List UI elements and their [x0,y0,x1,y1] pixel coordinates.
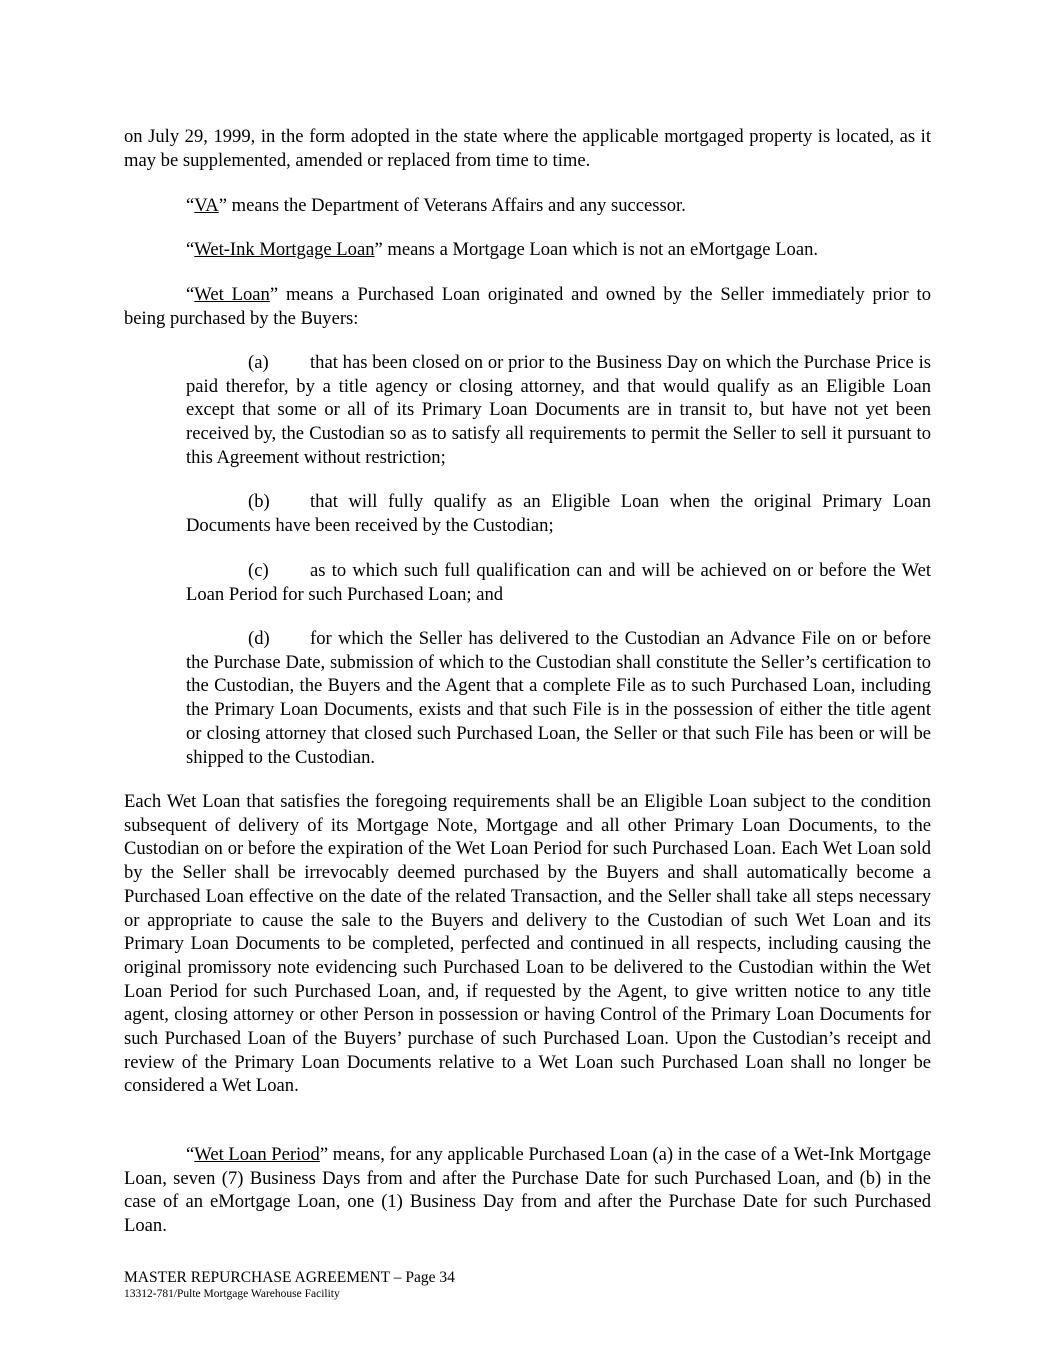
defined-term: Wet Loan [194,284,270,305]
clause-text: that will fully qualify as an Eligible Loan when the original Primary Loan Documents have been received by the Custodian; [186,491,931,536]
definition-text: ” means a Mortgage Loan which is not an eMortgage Loan. [374,239,819,260]
clause-label: (a) [248,352,269,373]
defined-term: Wet Loan Period [194,1144,320,1165]
definition-text: ” means the Department of Veterans Affairs and any successor. [218,195,686,216]
definition-wet-loan-period [124,1143,931,1238]
clause-text: for which the Seller has delivered to the Custodian an Advance File on or before the Purchase Date, submission of which to the Custodian shall constitute the Seller’s certification to the Custodian, the Buyers and the Agent that a complete File as to such Purchased Loan, including the Primary Loan Documents, exists and that such File is in the possession of either the title agent or closing attorney that closed such Purchased Loan, the Seller or that such File has been or will be shipped to the Custodian. [186,628,931,768]
open-quote: “ [186,284,195,305]
clause-c [186,559,931,606]
definition-va [124,194,931,218]
continuation-paragraph: on July 29, 1999, in the form adopted in the state where the applicable mortgaged property is located, as it may be supplemented, amended or replaced from time to time. [124,126,931,171]
each-wet-loan-paragraph: Each Wet Loan that satisfies the foregoing requirements shall be an Eligible Loan subject to the condition subsequent of delivery of its Mortgage Note, Mortgage and all other Primary Loan Documents, to the Custodian on or before the expiration of the Wet Loan Period for such Purchased Loan. Each Wet Loan sold by the Seller shall be irrevocably deemed purchased by the Buyers and shall automatically become a Purchased Loan effective on the date of the related Transaction, and the Seller shall take all steps necessary or appropriate to cause the sale to the Buyers and delivery to the Custodian of such Wet Loan and its Primary Loan Documents to be completed, perfected and continued in all respects, including causing the original promissory note evidencing such Purchased Loan to be delivered to the Custodian within the Wet Loan Period for such Purchased Loan, and, if requested by the Agent, to give written notice to any title agent, closing attorney or other Person in possession or having Control of the Primary Loan Documents for such Purchased Loan of the Buyers’ purchase of such Purchased Loan. Upon the Custodian’s receipt and review of the Primary Loan Documents relative to a Wet Loan such Purchased Loan shall no longer be considered a Wet Loan. [124,791,931,1097]
clause-label: (c) [248,560,269,581]
definition-wet-ink-mortgage-loan [124,238,931,262]
clause-a [186,351,931,470]
clause-label: (b) [248,491,270,512]
clause-b [186,490,931,537]
clause-text: as to which such full qualification can and will be achieved on or before the Wet Loan Period for such Purchased Loan; and [186,560,931,605]
open-quote: “ [186,1144,195,1165]
clause-label: (d) [248,628,270,649]
definition-wet-loan [124,283,931,330]
clause-d [186,627,931,769]
footer-title: MASTER REPURCHASE AGREEMENT – Page 34 [124,1269,455,1286]
defined-term: VA [194,195,219,216]
clause-text: that has been closed on or prior to the Business Day on which the Purchase Price is paid therefor, by a title agency or closing attorney, and that would qualify as an Eligible Loan except that some or all of its Primary Loan Documents are in transit to, but have not yet been received by, the Custodian so as to satisfy all requirements to permit the Seller to sell it pursuant to this Agreement without restriction; [186,352,931,468]
defined-term: Wet-Ink Mortgage Loan [194,239,375,260]
open-quote: “ [186,195,195,216]
page-footer [124,1269,455,1301]
definition-text: ” means a Purchased Loan originated and owned by the Seller immediately prior to being purchased by the Buyers: [124,284,931,329]
definition-text: ” means, for any applicable Purchased Loan (a) in the case of a Wet-Ink Mortgage Loan, seven (7) Business Days from and after the Purchase Date for such Purchased Loan, and (b) in the case of an eMortgage Loan, one (1) Business Day from and after the Purchase Date for such Purchased Loan. [124,1144,931,1237]
open-quote: “ [186,239,195,260]
footer-doc-id: 13312-781/Pulte Mortgage Warehouse Facility [124,1288,340,1300]
